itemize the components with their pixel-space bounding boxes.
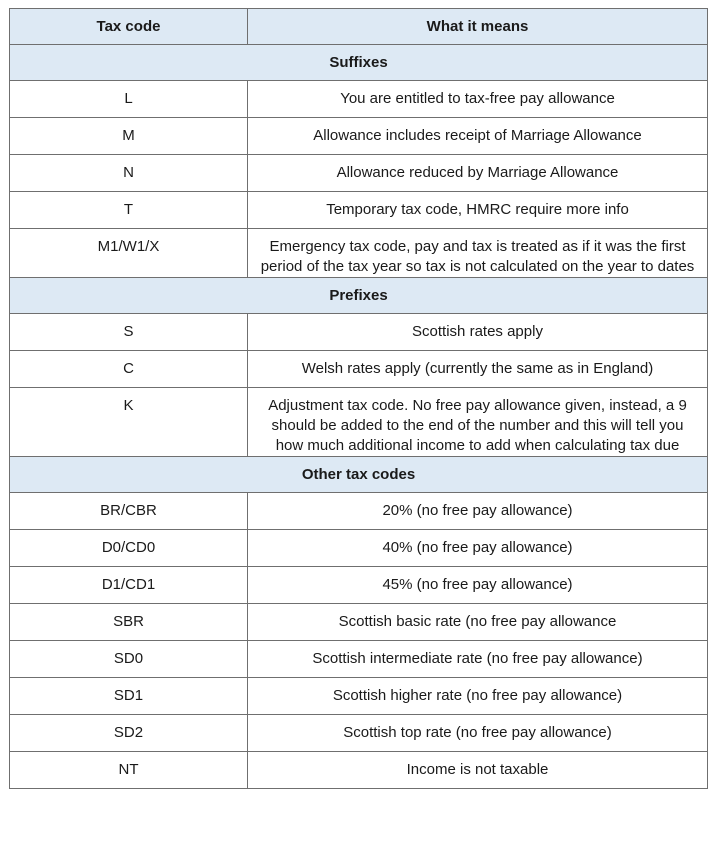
meaning-cell: 45% (no free pay allowance) [248, 567, 708, 604]
meaning-cell: Adjustment tax code. No free pay allowance given, instead, a 9 should be added to the end of the number and this will tell you how much additional income to add when calculating tax due [248, 388, 708, 457]
table-row [10, 351, 708, 388]
meaning-cell: Scottish higher rate (no free pay allowance) [248, 678, 708, 715]
meaning-cell: Scottish basic rate (no free pay allowance [248, 604, 708, 641]
section-title: Other tax codes [10, 457, 708, 493]
section-row-other-tax-codes [10, 457, 708, 493]
section-row-suffixes [10, 45, 708, 81]
tax-code-cell: SD2 [10, 715, 248, 752]
meaning-cell: Scottish intermediate rate (no free pay allowance) [248, 641, 708, 678]
table-row [10, 155, 708, 192]
table-row [10, 388, 708, 457]
meaning-cell: Scottish rates apply [248, 314, 708, 351]
tax-code-cell: N [10, 155, 248, 192]
table-row [10, 641, 708, 678]
table-row [10, 81, 708, 118]
meaning-cell: 40% (no free pay allowance) [248, 530, 708, 567]
section-title: Suffixes [10, 45, 708, 81]
meaning-cell: Temporary tax code, HMRC require more info [248, 192, 708, 229]
tax-code-cell: T [10, 192, 248, 229]
tax-code-cell: K [10, 388, 248, 457]
table-row [10, 314, 708, 351]
header-tax-code: Tax code [10, 9, 248, 45]
table-row [10, 118, 708, 155]
table-row [10, 192, 708, 229]
tax-code-cell: BR/CBR [10, 493, 248, 530]
meaning-cell: Income is not taxable [248, 752, 708, 789]
tax-code-cell: M1/W1/X [10, 229, 248, 278]
table-header-row [10, 9, 708, 45]
meaning-cell: 20% (no free pay allowance) [248, 493, 708, 530]
table-row [10, 678, 708, 715]
tax-code-cell: L [10, 81, 248, 118]
tax-code-cell: C [10, 351, 248, 388]
tax-code-cell: NT [10, 752, 248, 789]
tax-code-cell: SBR [10, 604, 248, 641]
table-row [10, 229, 708, 278]
table-row [10, 715, 708, 752]
section-row-prefixes [10, 278, 708, 314]
tax-code-cell: S [10, 314, 248, 351]
table-row [10, 567, 708, 604]
meaning-cell: Emergency tax code, pay and tax is treated as if it was the first period of the tax year so tax is not calculated on the year to dates [248, 229, 708, 278]
tax-code-cell: SD0 [10, 641, 248, 678]
meaning-cell: Welsh rates apply (currently the same as in England) [248, 351, 708, 388]
meaning-cell: Allowance reduced by Marriage Allowance [248, 155, 708, 192]
tax-code-cell: M [10, 118, 248, 155]
meaning-cell: You are entitled to tax-free pay allowance [248, 81, 708, 118]
table-row [10, 493, 708, 530]
section-title: Prefixes [10, 278, 708, 314]
table-row [10, 530, 708, 567]
meaning-cell: Scottish top rate (no free pay allowance) [248, 715, 708, 752]
tax-code-cell: D1/CD1 [10, 567, 248, 604]
header-what-it-means: What it means [248, 9, 708, 45]
table-row [10, 752, 708, 789]
tax-code-table [9, 8, 708, 789]
table-row [10, 604, 708, 641]
meaning-cell: Allowance includes receipt of Marriage Allowance [248, 118, 708, 155]
tax-code-table-container [9, 8, 707, 789]
tax-code-cell: D0/CD0 [10, 530, 248, 567]
tax-code-cell: SD1 [10, 678, 248, 715]
